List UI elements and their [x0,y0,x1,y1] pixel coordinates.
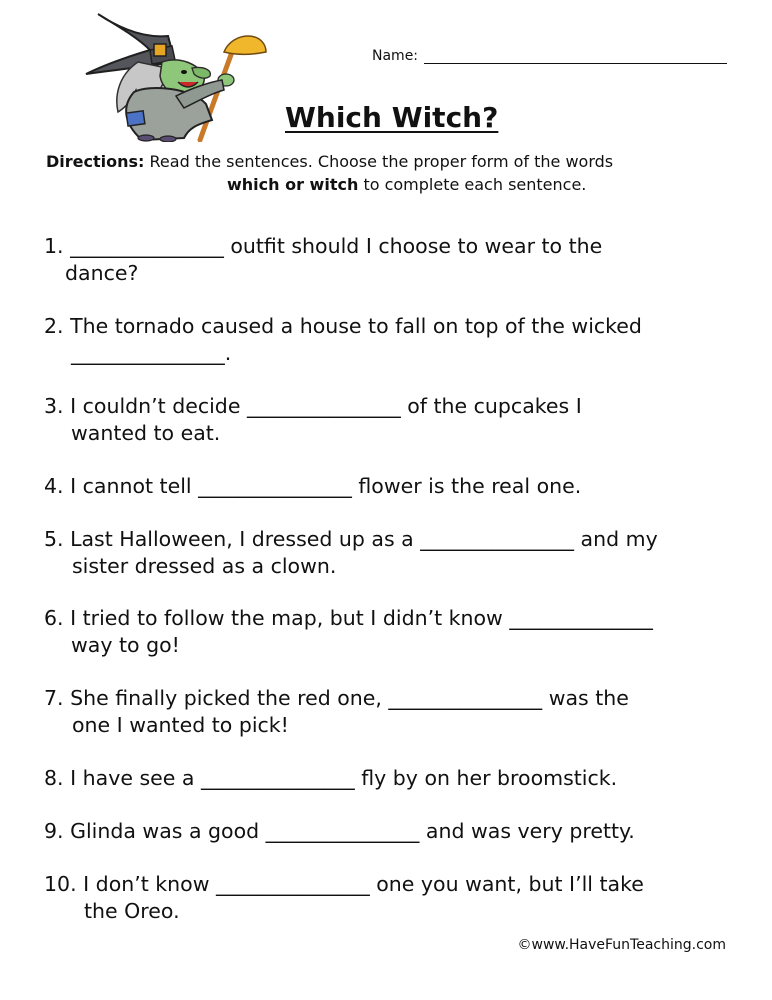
question-1 [44,233,744,287]
name-line[interactable] [424,63,727,64]
question-line-2: way to go! [71,633,180,657]
name-label: Name: [372,48,419,64]
question-line-1: 1. _______________ outfit should I choose to wear to the [44,234,603,258]
question-line-1: 10. I don’t know _______________ one you want, but I’ll take [44,872,644,896]
name-field[interactable] [372,46,727,68]
question-line-2: wanted to eat. [71,421,221,445]
directions-emphasis: which or witch [227,175,359,194]
question-line-1: 9. Glinda was a good _______________ and was very pretty. [44,819,635,843]
hat-buckle [154,44,166,56]
question-line-1: 4. I cannot tell _______________ flower is the real one. [44,474,582,498]
question-8 [44,765,744,792]
question-line-1: 3. I couldn’t decide _______________ of the cupcakes I [44,394,582,418]
directions-text-2: to complete each sentence. [363,175,587,194]
question-9 [44,818,744,845]
copyright-footer: ©www.HaveFunTeaching.com [517,937,726,953]
directions-label: Directions: [46,152,145,171]
question-line-2: sister dressed as a clown. [72,554,337,578]
question-line-1: 6. I tried to follow the map, but I didn’t know ______________ [44,606,653,630]
directions [46,150,736,196]
question-7 [44,685,744,739]
question-line-2: one I wanted to pick! [72,713,289,737]
dress-patch [126,111,145,126]
directions-line-2 [46,173,736,196]
question-5 [44,526,744,580]
broom-bristles [224,36,266,54]
question-line-2: the Oreo. [84,899,180,923]
directions-line-1 [46,150,736,173]
question-line-2: _______________. [71,341,232,365]
question-line-1: 2. The tornado caused a house to fall on top of the wicked [44,314,642,338]
question-line-1: 8. I have see a _______________ fly by on her broomstick. [44,766,618,790]
question-6 [44,605,744,659]
worksheet-title: Which Witch? [285,101,499,134]
question-4 [44,473,744,500]
question-2 [44,313,744,367]
question-line-1: 7. She finally picked the red one, _______________ was the [44,686,629,710]
directions-text: Read the sentences. Choose the proper form of the words [149,152,614,171]
question-line-2: dance? [65,261,139,285]
question-line-1: 5. Last Halloween, I dressed up as a _______________ and my [44,527,658,551]
witch-illustration [80,12,275,142]
question-10 [44,871,744,925]
question-3 [44,393,744,447]
